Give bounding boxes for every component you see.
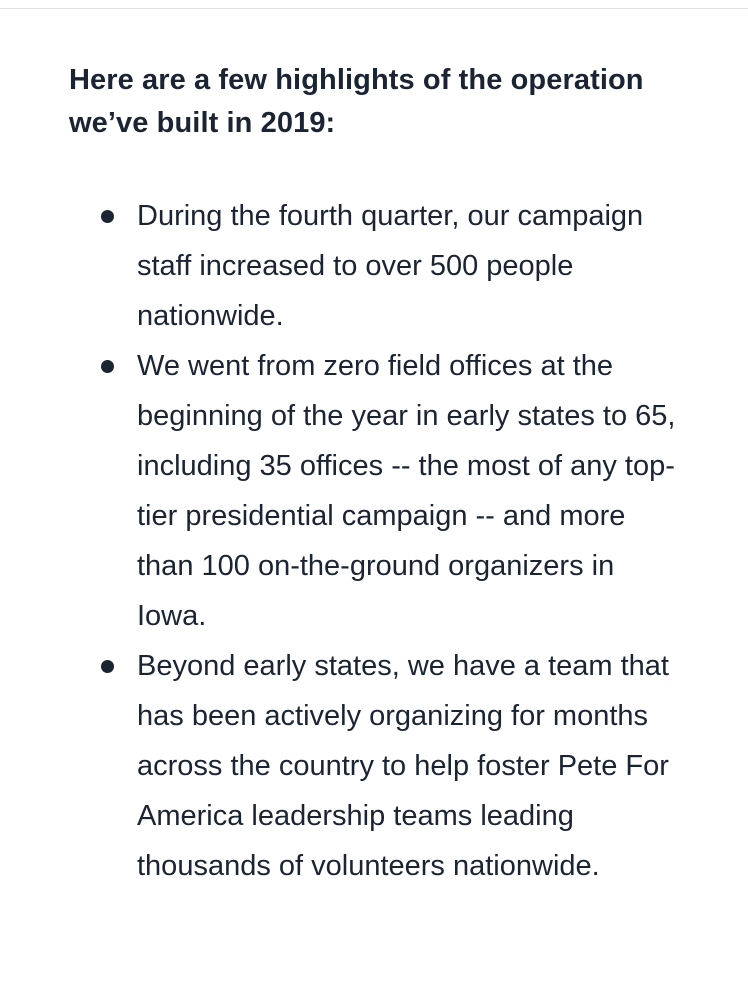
list-item-text: We went from zero field offices at the beginning of the year in early states to 65, including 35 offices -- the most of any top-tier presidential campaign -- and more than 100 on-the-ground organizers in Iowa. xyxy=(137,350,676,632)
list-item-text: Beyond early states, we have a team that has been actively organizing for months across the country to help foster Pete For America leadership teams leading thousands of volunteers nationwide. xyxy=(137,650,669,882)
top-divider xyxy=(0,8,748,9)
section-heading: Here are a few highlights of the operation we’ve built in 2019: xyxy=(69,64,644,139)
bullet-icon xyxy=(101,360,114,373)
bullet-icon xyxy=(101,210,114,223)
list-item xyxy=(101,641,681,891)
bullet-icon xyxy=(101,660,114,673)
highlights-list xyxy=(101,191,681,891)
document-body xyxy=(69,59,709,882)
list-item xyxy=(101,341,681,641)
list-item xyxy=(101,191,681,341)
list-item-text: During the fourth quarter, our campaign staff increased to over 500 people nationwide. xyxy=(137,200,644,332)
